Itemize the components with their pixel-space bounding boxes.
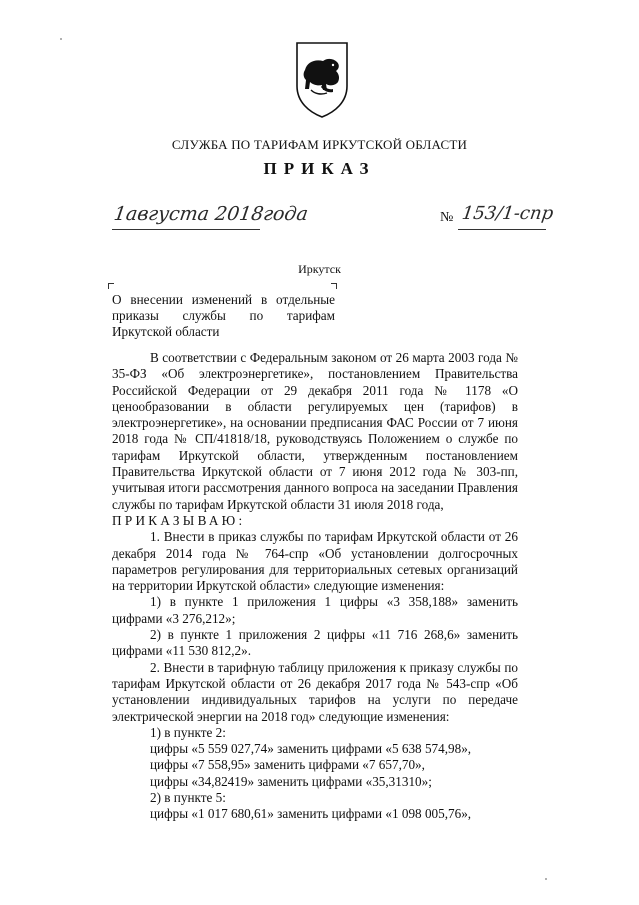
handwritten-date: 1августа 2018года — [112, 203, 310, 225]
replacement-line: цифры «5 559 027,74» заменить цифрами «5 638 574,98», — [150, 741, 472, 757]
item-2-subitem-2: 2) в пункте 5: — [150, 790, 226, 806]
subject-bracket-right — [331, 283, 337, 289]
scan-speck — [60, 38, 62, 40]
order-body — [112, 350, 518, 823]
replacement-line: цифры «34,82419» заменить цифрами «35,31310»; — [150, 773, 432, 789]
item-1-subitem-2: 2) в пункте 1 приложения 2 цифры «11 716 268,6» заменить цифрами «11 530 812,2». — [112, 627, 518, 659]
date-underline — [112, 229, 260, 230]
preamble-paragraph: В соответствии с Федеральным законом от 26 марта 2003 года № 35-ФЗ «Об электроэнергетике», постановлением Правительства Российской Федерации от 29 декабря 2011 года № 1178 «О ценообразовании в области регулируемых цен (тарифов) в электроэнергетике», на основании предписания ФАС России от 7 июня 2018 года № СП/41818/18, руководствуясь Положением о службе по тарифам Иркутской области, утвержденным постановлением Правительства Иркутской области от 7 июня 2012 года № 303-пп, учитывая итоги рассмотрения данного вопроса на заседании Правления службы по тарифам Иркутской области 31 июля 2018 года, — [112, 350, 518, 512]
replacement-line: цифры «1 017 680,61» заменить цифрами «1 098 005,76», — [150, 806, 472, 822]
subject-bracket-left — [108, 283, 114, 289]
number-underline — [458, 229, 546, 230]
replacement-line: цифры «7 558,95» заменить цифрами «7 657,70», — [150, 757, 425, 773]
item-1-subitem-1: 1) в пункте 1 приложения 1 цифры «3 358,188» заменить цифрами «3 276,212»; — [112, 594, 518, 626]
handwritten-order-number: 153/1-спр — [460, 203, 555, 224]
document-type-title: ПРИКАЗ — [263, 159, 376, 178]
number-sign: № — [440, 210, 454, 225]
subject-line: Иркутской области — [112, 324, 220, 339]
city-name: Иркутск — [298, 262, 341, 276]
scan-speck — [545, 878, 547, 880]
prikazyvayu-heading: ПРИКАЗЫВАЮ: — [112, 512, 246, 528]
subject-line: приказы службы по тарифам — [112, 308, 335, 323]
coat-of-arms-icon — [293, 40, 351, 120]
item-2-subitem-1: 1) в пункте 2: — [150, 724, 226, 740]
order-subject — [112, 292, 335, 340]
item-2-paragraph: 2. Внести в тарифную таблицу приложения к приказу службы по тарифам Иркутской области от 26 декабря 2017 года № 543-спр «Об установлении индивидуальных тарифов на услуги по передаче электрической энергии на 2018 год» следующие изменения: — [112, 659, 518, 724]
subject-line: О внесении изменений в отдельные — [112, 292, 335, 307]
item-1-paragraph: 1. Внести в приказ службы по тарифам Иркутской области от 26 декабря 2014 года № 764-спр «Об установлении долгосрочных параметров регулирования для территориальных сетевых организаций на территории Иркутской области» следующие изменения: — [112, 529, 518, 594]
agency-name: СЛУЖБА ПО ТАРИФАМ ИРКУТСКОЙ ОБЛАСТИ — [171, 137, 468, 152]
